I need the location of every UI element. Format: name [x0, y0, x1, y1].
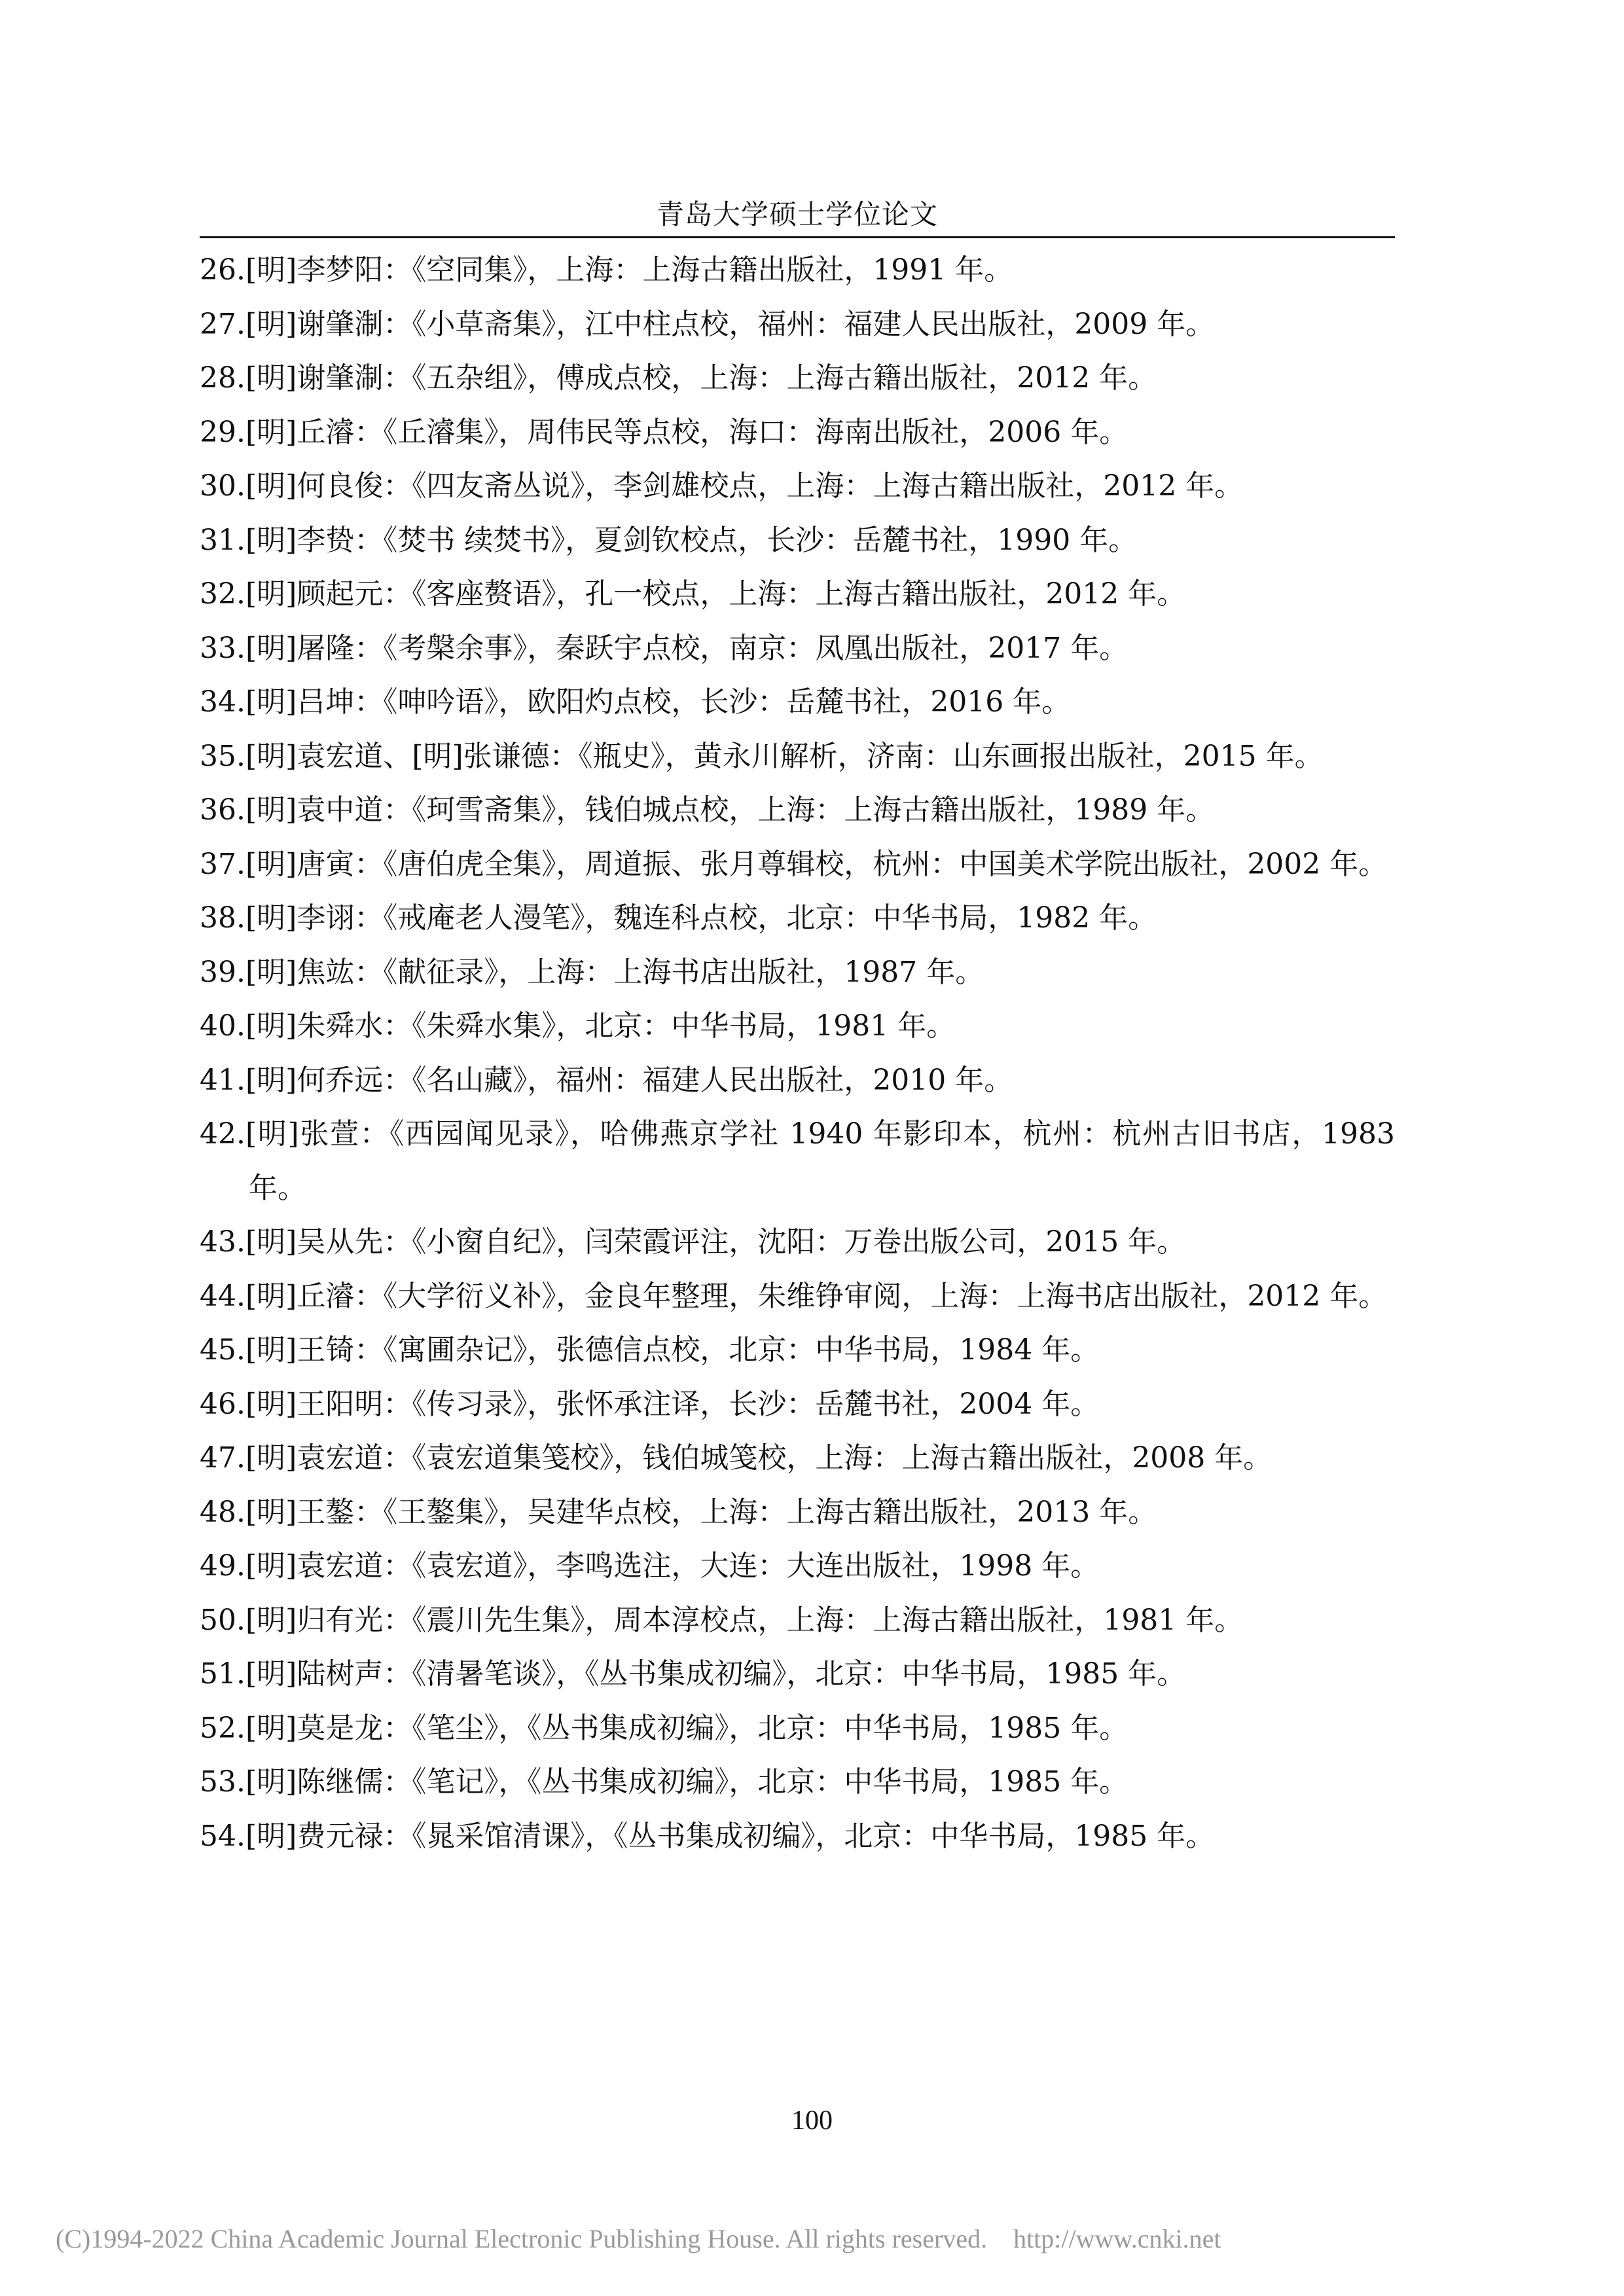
- reference-text: [明]吴从先：《小窗自纪》，闫荣霞评注，沈阳：万卷出版公司，2015 年。: [245, 1225, 1186, 1259]
- reference-number: 35.: [200, 739, 245, 773]
- reference-text: [明]谢肇淛：《五杂组》，傅成点校，上海：上海古籍出版社，2012 年。: [245, 361, 1157, 395]
- reference-item: [200, 1647, 1395, 1702]
- reference-item: [200, 406, 1395, 460]
- reference-number: 28.: [200, 361, 245, 395]
- reference-item: [200, 1270, 1395, 1324]
- reference-number: 48.: [200, 1495, 245, 1529]
- reference-item: [200, 514, 1395, 568]
- reference-item: [200, 1323, 1395, 1378]
- reference-number: 36.: [200, 793, 245, 827]
- reference-item: [200, 1431, 1395, 1486]
- reference-text: [明]顾起元：《客座赘语》，孔一校点，上海：上海古籍出版社，2012 年。: [245, 577, 1186, 611]
- reference-text: [明]陈继儒：《笔记》，《丛书集成初编》，北京：中华书局，1985 年。: [245, 1765, 1128, 1799]
- reference-text: [明]陆树声：《清暑笔谈》，《丛书集成初编》，北京：中华书局，1985 年。: [245, 1657, 1186, 1691]
- reference-text: [明]王锜：《寓圃杂记》，张德信点校，北京：中华书局，1984 年。: [245, 1333, 1100, 1367]
- reference-item: [200, 1702, 1395, 1756]
- reference-text: [明]莫是龙：《笔尘》，《丛书集成初编》，北京：中华书局，1985 年。: [245, 1711, 1128, 1745]
- reference-number: 46.: [200, 1387, 245, 1421]
- running-header: 青岛大学硕士学位论文: [656, 198, 938, 230]
- reference-number: 39.: [200, 955, 245, 989]
- reference-item: [200, 1107, 1395, 1215]
- reference-number: 40.: [200, 1009, 245, 1043]
- header-rule: [200, 236, 1395, 238]
- reference-text: [明]袁宏道、[明]张谦德：《瓶史》，黄永川解析，济南：山东画报出版社，2015 年。: [245, 739, 1324, 773]
- reference-item: [200, 622, 1395, 676]
- reference-text: [明]归有光：《震川先生集》，周本淳校点，上海：上海古籍出版社，1981 年。: [245, 1603, 1244, 1637]
- reference-number: 30.: [200, 469, 245, 503]
- page-number: 100: [791, 2106, 833, 2136]
- reference-number: 53.: [200, 1765, 245, 1799]
- reference-text: [明]丘濬：《大学衍义补》，金良年整理，朱维铮审阅，上海：上海书店出版社，2012 年。: [245, 1279, 1388, 1313]
- reference-text: [明]袁中道：《珂雪斋集》，钱伯城点校，上海：上海古籍出版社，1989 年。: [245, 793, 1215, 827]
- reference-item: [200, 946, 1395, 1000]
- reference-number: 42.: [200, 1117, 245, 1151]
- reference-item: [200, 243, 1395, 298]
- reference-text: [明]李诩：《戒庵老人漫笔》，魏连科点校，北京：中华书局，1982 年。: [245, 901, 1157, 935]
- reference-text: [明]何乔远：《名山藏》，福州：福建人民出版社，2010 年。: [245, 1063, 1013, 1097]
- reference-item: [200, 298, 1395, 352]
- reference-item: [200, 1810, 1395, 1864]
- reference-text: [明]袁宏道：《袁宏道集笺校》，钱伯城笺校，上海：上海古籍出版社，2008 年。: [245, 1441, 1272, 1475]
- reference-number: 54.: [200, 1819, 245, 1853]
- reference-number: 50.: [200, 1603, 245, 1637]
- reference-number: 49.: [200, 1549, 245, 1583]
- reference-number: 29.: [200, 415, 245, 449]
- reference-number: 32.: [200, 577, 245, 611]
- reference-number: 37.: [200, 847, 245, 881]
- reference-item: [200, 675, 1395, 730]
- reference-text: [明]李梦阳：《空同集》，上海：上海古籍出版社，1991 年。: [245, 253, 1013, 287]
- reference-number: 33.: [200, 631, 245, 665]
- reference-item: [200, 891, 1395, 946]
- reference-item: [200, 459, 1395, 514]
- reference-number: 52.: [200, 1711, 245, 1745]
- reference-text: [明]朱舜水：《朱舜水集》，北京：中华书局，1981 年。: [245, 1009, 956, 1043]
- reference-text: [明]王鏊：《王鏊集》，吴建华点校，上海：上海古籍出版社，2013 年。: [245, 1495, 1157, 1529]
- reference-number: 47.: [200, 1441, 245, 1475]
- reference-text: [明]谢肇淛：《小草斋集》，江中柱点校，福州：福建人民出版社，2009 年。: [245, 307, 1215, 341]
- reference-text: [明]张萱：《西园闻见录》，哈佛燕京学社 1940 年影印本，杭州：杭州古旧书店，1983 年。: [245, 1117, 1395, 1205]
- reference-number: 38.: [200, 901, 245, 935]
- reference-item: [200, 1594, 1395, 1648]
- copyright-notice: (C)1994-2022 China Academic Journal Electronic Publishing House. All rights reserved. http://www.cnki.net: [56, 2224, 1221, 2253]
- reference-item: [200, 783, 1395, 838]
- reference-text: [明]王阳明：《传习录》，张怀承注译，长沙：岳麓书社，2004 年。: [245, 1387, 1100, 1421]
- reference-item: [200, 1054, 1395, 1108]
- reference-text: [明]袁宏道：《袁宏道》，李鸣选注，大连：大连出版社，1998 年。: [245, 1549, 1100, 1583]
- reference-number: 27.: [200, 307, 245, 341]
- reference-item: [200, 730, 1395, 784]
- reference-text: [明]焦竑：《献征录》，上海：上海书店出版社，1987 年。: [245, 955, 984, 989]
- reference-list: [200, 243, 1395, 1863]
- reference-item: [200, 999, 1395, 1054]
- reference-text: [明]吕坤：《呻吟语》，欧阳灼点校，长沙：岳麓书社，2016 年。: [245, 685, 1071, 719]
- reference-text: [明]唐寅：《唐伯虎全集》，周道振、张月尊辑校，杭州：中国美术学院出版社，2002 年。: [245, 847, 1388, 881]
- reference-item: [200, 567, 1395, 622]
- reference-number: 41.: [200, 1063, 245, 1097]
- reference-number: 43.: [200, 1225, 245, 1259]
- reference-text: [明]屠隆：《考槃余事》，秦跃宇点校，南京：凤凰出版社，2017 年。: [245, 631, 1128, 665]
- reference-number: 31.: [200, 523, 245, 557]
- reference-item: [200, 351, 1395, 406]
- reference-number: 45.: [200, 1333, 245, 1367]
- reference-item: [200, 1215, 1395, 1270]
- reference-item: [200, 1378, 1395, 1432]
- reference-item: [200, 1755, 1395, 1810]
- reference-number: 26.: [200, 253, 245, 287]
- reference-item: [200, 1486, 1395, 1540]
- reference-item: [200, 1539, 1395, 1594]
- reference-number: 34.: [200, 685, 245, 719]
- reference-text: [明]丘濬：《丘濬集》，周伟民等点校，海口：海南出版社，2006 年。: [245, 415, 1128, 449]
- reference-text: [明]费元禄：《晁采馆清课》，《丛书集成初编》，北京：中华书局，1985 年。: [245, 1819, 1215, 1853]
- reference-number: 51.: [200, 1657, 245, 1691]
- reference-text: [明]李贽：《焚书 续焚书》，夏剑钦校点，长沙：岳麓书社，1990 年。: [245, 523, 1138, 557]
- reference-number: 44.: [200, 1279, 245, 1313]
- reference-text: [明]何良俊：《四友斋丛说》，李剑雄校点，上海：上海古籍出版社，2012 年。: [245, 469, 1244, 503]
- reference-item: [200, 838, 1395, 892]
